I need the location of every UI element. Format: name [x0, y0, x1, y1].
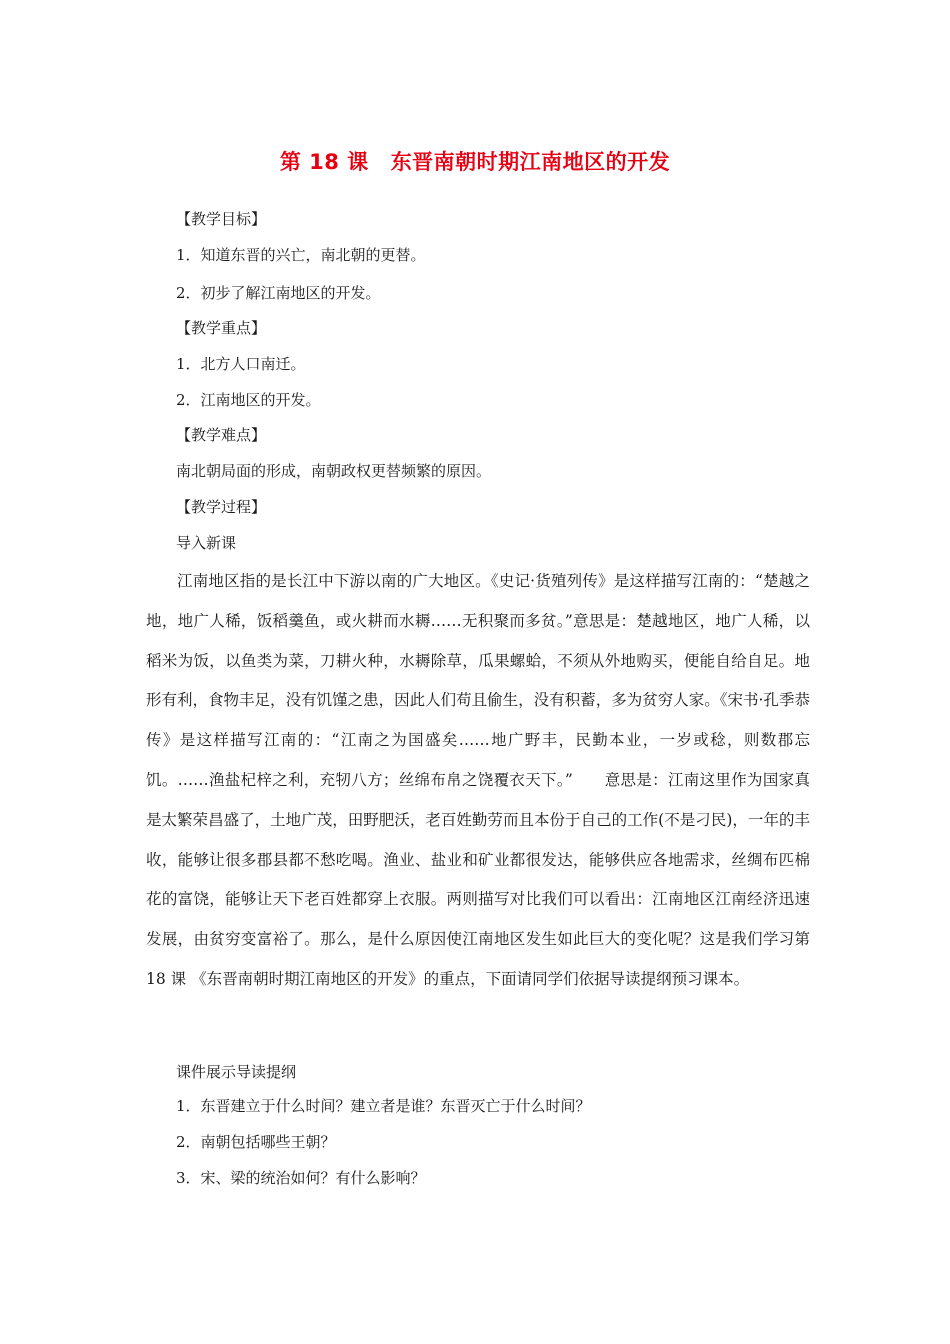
intro-label: 导入新课: [176, 534, 237, 552]
outline-item-2: 2．南朝包括哪些王朝？: [176, 1133, 336, 1151]
difficulties-text: 南北朝局面的形成，南朝政权更替频繁的原因。: [176, 462, 492, 480]
difficulties-heading: 【教学难点】: [176, 426, 267, 444]
outline-item-3: 3．宋、梁的统治如何？有什么影响？: [176, 1169, 426, 1187]
lesson-number: 第 18 课: [279, 150, 369, 174]
intro-paragraph: 江南地区指的是长江中下游以南的广大地区。《史记·货殖列传》是这样描写江南的：“楚越之地，地广人稀，饭稻羹鱼，或火耕而水耨……无积聚而多贫。”意思是：楚越地区，地广人稀，以稻米为饭，以鱼类为菜，刀耕火种，水耨除草，瓜果螺蛤，不须从外地购买，便能自给自足。地形有利，食物丰足，没有饥馑之患，因此人们苟且偷生，没有积蓄，多为贫穷人家。《宋书·孔季恭传》是这样描写江南的：“江南之为国盛矣……地广野丰，民勤本业，一岁或稔，则数郡忘饥。……渔盐杞梓之利，充牣八方；丝绵布帛之饶覆衣天下。” 意思是：江南这里作为国家真是太繁荣昌盛了，土地广茂，田野肥沃，老百姓勤劳而且本份于自己的工作(不是刁民)，一年的丰收，能够让很多郡县都不愁吃喝。渔业、盐业和矿业都很发达，能够供应各地需求，丝绸布匹棉花的富饶，能够让天下老百姓都穿上衣服。两则描写对比我们可以看出：江南地区江南经济迅速发展，由贫穷变富裕了。那么，是什么原因使江南地区发生如此巨大的变化呢？这是我们学习第 18 课 《东晋南朝时期江南地区的开发》的重点，下面请同学们依据导读提纲预习课本。: [146, 572, 810, 988]
objectives-heading: 【教学目标】: [176, 210, 267, 228]
key-points-heading: 【教学重点】: [176, 319, 267, 337]
objective-item-2: 2．初步了解江南地区的开发。: [176, 284, 381, 302]
outline-label: 课件展示导读提纲: [176, 1063, 297, 1081]
objective-item-1: 1．知道东晋的兴亡，南北朝的更替。: [176, 246, 426, 264]
key-point-item-1: 1．北方人口南迁。: [176, 355, 306, 373]
lesson-title: [0, 146, 950, 176]
key-point-item-2: 2．江南地区的开发。: [176, 391, 321, 409]
outline-item-1: 1．东晋建立于什么时间？建立者是谁？东晋灭亡于什么时间？: [176, 1097, 591, 1115]
process-heading: 【教学过程】: [176, 498, 267, 516]
lesson-topic: 东晋南朝时期江南地区的开发: [390, 150, 671, 174]
